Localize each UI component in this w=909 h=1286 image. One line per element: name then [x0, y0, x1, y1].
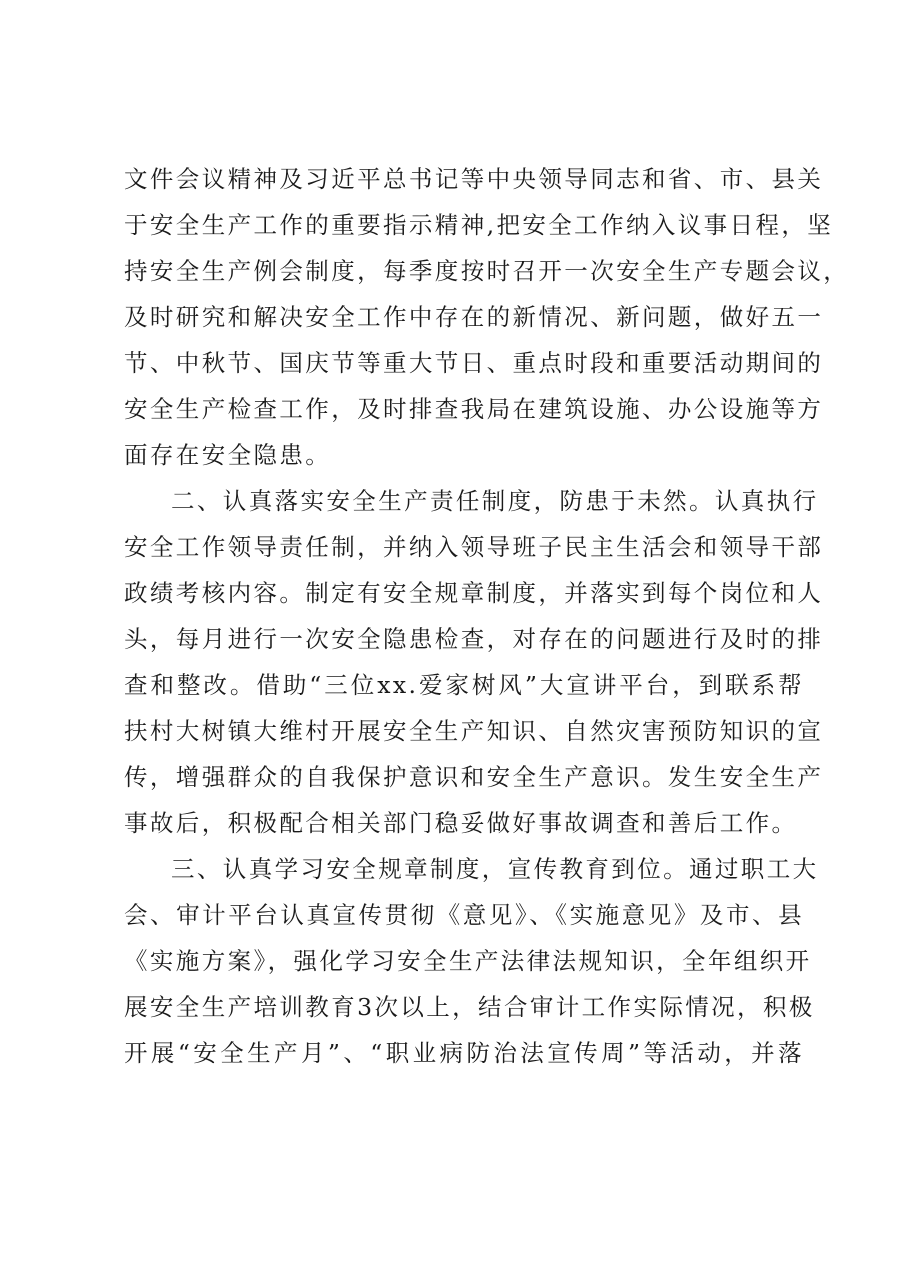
text-line: 安全生产检查工作，及时排查我局在建筑设施、办公设施等方 [124, 395, 824, 423]
text-line: 安全工作领导责任制，并纳入领导班子民主生活会和领导干部 [124, 533, 824, 561]
text-line: 开展“安全生产月”、“职业病防治法宣传周”等活动，并落 [124, 1039, 804, 1067]
paragraph-2 [124, 478, 824, 846]
text-line: 《实施方案》，强化学习安全生产法律法规知识，全年组织开 [124, 947, 812, 975]
text-line: 三、认真学习安全规章制度，宣传教育到位。通过职工大 [171, 855, 819, 883]
paragraph-3 [124, 846, 819, 1076]
text-line: 事故后，积极配合相关部门稳妥做好事故调查和善后工作。 [124, 809, 798, 837]
text-line: 头，每月进行一次安全隐患检查，对存在的问题进行及时的排 [124, 625, 824, 653]
text-line: 面存在安全隐患。 [124, 441, 332, 469]
text-line: 扶村大树镇大维村开展安全生产知识、自然灾害预防知识的宣 [124, 717, 824, 745]
text-line: 查和整改。借助“三位xx.爱家树风”大宣讲平台，到联系帮 [124, 671, 804, 699]
text-line: 二、认真落实安全生产责任制度，防患于未然。认真执行 [171, 487, 819, 515]
text-line: 于安全生产工作的重要指示精神,把安全工作纳入议事日程，坚 [124, 211, 834, 239]
text-line: 会、审计平台认真宣传贯彻《意见》、《实施意见》及市、县 [124, 901, 804, 929]
text-line: 节、中秋节、国庆节等重大节日、重点时段和重要活动期间的 [124, 349, 824, 377]
document-body [124, 156, 850, 1076]
text-line: 展安全生产培训教育3次以上，结合审计工作实际情况，积极 [124, 993, 815, 1021]
text-line: 持安全生产例会制度，每季度按时召开一次安全生产专题会议， [124, 257, 850, 285]
text-line: 文件会议精神及习近平总书记等中央领导同志和省、市、县关 [124, 165, 824, 193]
text-line: 政绩考核内容。制定有安全规章制度，并落实到每个岗位和人 [124, 579, 824, 607]
text-line: 及时研究和解决安全工作中存在的新情况、新问题，做好五一 [124, 303, 824, 331]
paragraph-1 [124, 156, 850, 478]
text-line: 传，增强群众的自我保护意识和安全生产意识。发生安全生产 [124, 763, 824, 791]
